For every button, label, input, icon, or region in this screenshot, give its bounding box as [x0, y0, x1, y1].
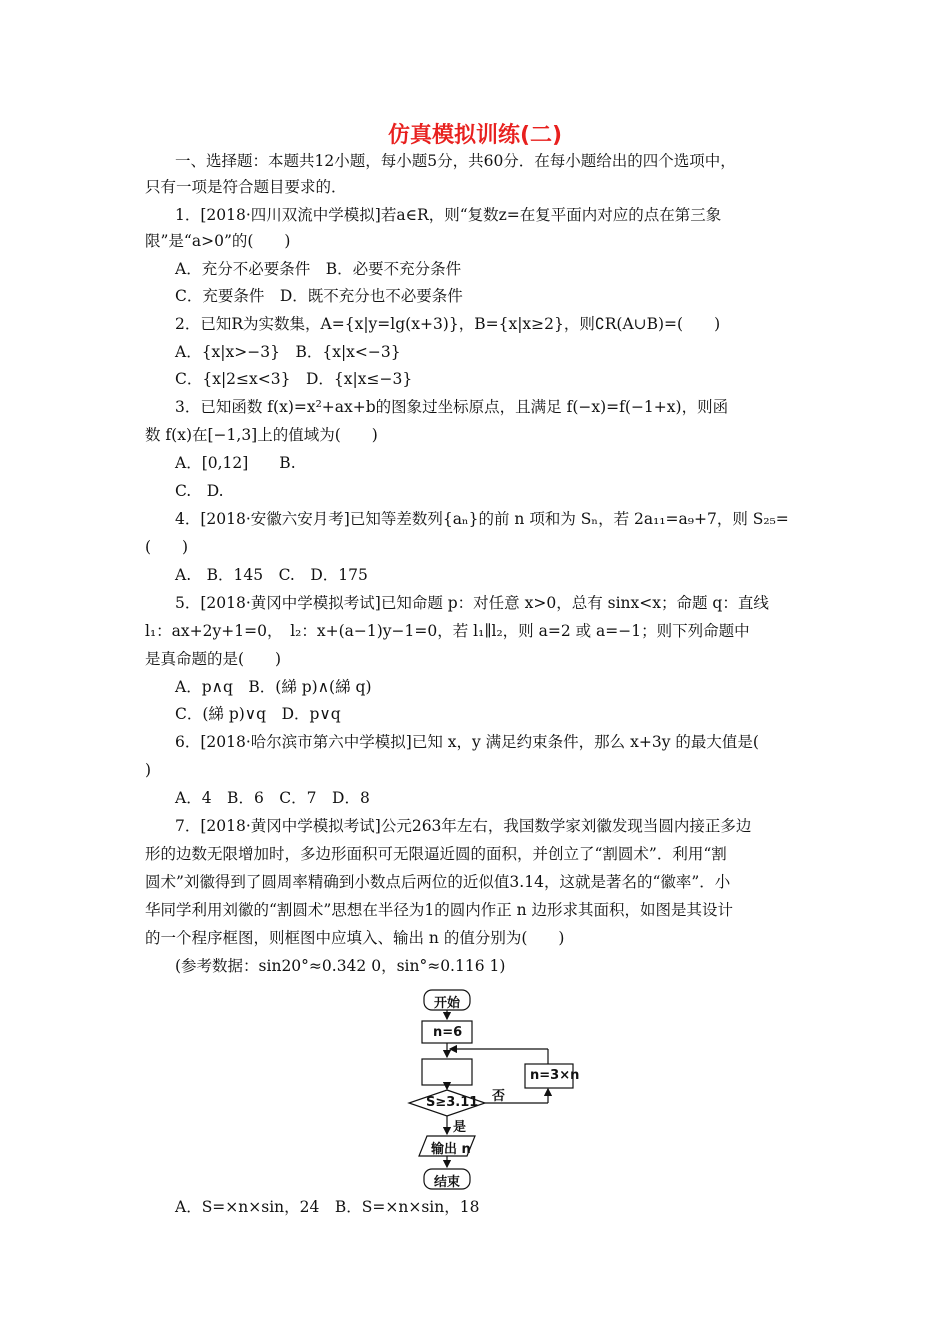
q1-option-cd: C．充要条件 D．既不充分也不必要条件 [175, 287, 463, 305]
q7-stem-1: 7．[2018·黄冈中学模拟考试]公元263年左右，我国数学家刘徽发现当圆内接正多边 [175, 817, 752, 835]
q1-option-ab: A．充分不必要条件 B．必要不充分条件 [175, 260, 462, 278]
q6-stem-2: ) [145, 761, 152, 779]
output-label: 输出 n [431, 1142, 471, 1157]
q2-option-ab: A．{x|x>−3} B．{x|x<−3} [175, 343, 401, 361]
q5-stem-3: 是真命题的是( ) [145, 650, 282, 668]
end-label: 结束 [434, 1175, 461, 1190]
q5-stem-1: 5．[2018·黄冈中学模拟考试]已知命题 p：对任意 x>0，总有 sinx<x；命题 q：直线 [175, 594, 769, 612]
yes-label: 是 [453, 1120, 467, 1135]
condition-label: S≥3.11 [426, 1095, 479, 1110]
no-label: 否 [492, 1089, 506, 1104]
q5-stem-2: l₁：ax+2y+1=0， l₂：x+(a−1)y−1=0，若 l₁∥l₂，则 a=2 或 a=−1；则下列命题中 [145, 622, 750, 640]
q1-stem-1: 1．[2018·四川双流中学模拟]若a∈R，则“复数z=在复平面内对应的点在第三象 [175, 206, 722, 224]
q7-stem-4: 华同学利用刘徽的“割圆术”思想在半径为1的圆内作正 n 边形求其面积，如图是其设计 [145, 901, 734, 919]
q4-stem-2: ( ) [145, 538, 189, 556]
q5-option-cd: C．(綈 p)∨q D．p∨q [175, 705, 341, 723]
q7-options: A．S=×n×sin，24 B．S=×n×sin，18 [175, 1198, 480, 1216]
q3-option-ab: A．[0,12] B. [175, 454, 296, 472]
intro-line-1: 一、选择题：本题共12小题，每小题5分，共60分．在每小题给出的四个选项中， [175, 152, 736, 170]
q3-stem-2: 数 f(x)在[−1,3]上的值域为( ) [145, 426, 378, 444]
q2-option-cd: C．{x|2≤x<3} D．{x|x≤−3} [175, 370, 413, 388]
q5-option-ab: A．p∧q B．(綈 p)∧(綈 q) [175, 678, 372, 696]
q6-stem-1: 6．[2018·哈尔滨市第六中学模拟]已知 x，y 满足约束条件，那么 x+3y 的最大值是( [175, 733, 759, 751]
start-label: 开始 [434, 996, 461, 1011]
q7-reference-note: (参考数据：sin20°≈0.342 0，sin°≈0.116 1) [175, 957, 506, 975]
q3-option-cd: C. D. [175, 482, 224, 500]
q3-stem-1: 3．已知函数 f(x)=x²+ax+b的图象过坐标原点，且满足 f(−x)=f(−1+x)，则函 [175, 398, 729, 416]
init-label: n=6 [433, 1025, 463, 1040]
q7-stem-5: 的一个程序框图，则框图中应填入、输出 n 的值分别为( ) [145, 929, 565, 947]
program-flowchart [405, 987, 590, 1192]
q4-options: A. B．145 C. D．175 [175, 566, 368, 584]
q7-stem-2: 形的边数无限增加时，多边形面积可无限逼近圆的面积，并创立了“割圆术”．利用“割 [145, 845, 727, 863]
q1-stem-2: 限”是“a>0”的( ) [145, 232, 291, 250]
blank-process-node [422, 1059, 472, 1085]
q7-stem-3: 圆术”刘徽得到了圆周率精确到小数点后两位的近似值3.14，这就是著名的“徽率”．小 [145, 873, 731, 891]
q2-stem-1: 2．已知R为实数集，A={x|y=lg(x+3)}，B={x|x≥2}，则∁R(A∪B)=( ) [175, 315, 721, 333]
page-title: 仿真模拟训练(二) [387, 123, 563, 148]
q6-options: A．4 B．6 C．7 D．8 [175, 789, 370, 807]
update-label: n=3×n [530, 1068, 580, 1083]
q4-stem-1: 4．[2018·安徽六安月考]已知等差数列{aₙ}的前 n 项和为 Sₙ，若 2a₁₁=a₉+7，则 S₂₅= [175, 510, 789, 528]
intro-line-2: 只有一项是符合题目要求的． [145, 178, 347, 196]
